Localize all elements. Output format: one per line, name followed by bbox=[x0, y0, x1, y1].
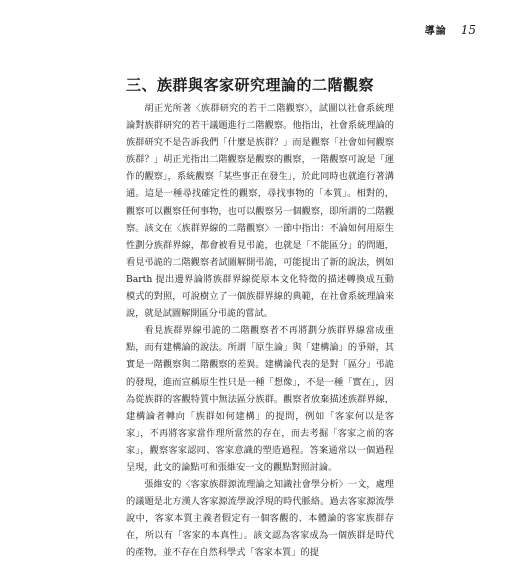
running-head bbox=[425, 22, 476, 37]
paragraph: 張維安的〈客家族群源流理論之知識社會學分析〉一文，處理的議題是北方漢人客家源流學說浮現的時代脈絡。過去客家源流學說中，客家本質主義者假定有一個客觀的、本體論的客家族群存在，所以有「客家的本真性」。該文認為客家成為一個族群是時代的產物，並不存在自然科學式「客家本質」的提 bbox=[126, 479, 394, 559]
running-head-title: 導論 bbox=[424, 26, 447, 37]
section-heading: 三、族群與客家研究理論的二階觀察 bbox=[126, 76, 375, 94]
page-number: 15 bbox=[460, 23, 476, 37]
paragraph: 看見族群界線弔詭的二階觀察者不再將劃分族群界線當成重點，而有建構論的說法。所謂「原生論」與「建構論」的爭辯，其實是一階觀察與二階觀察的差異。建構論代表的是對「區分」弔詭的發現，進而宣稱原生性只是一種「想像」，不是一種「實在」，因為從族群的客觀特質中無法區分族群。觀察者放棄描述族群界線，建構論者轉向「族群如何建構」的提問，例如「客家何以是客家」，不再將客家當作理所當然的存在，而去考掘「客家之前的客家」，觀察客家認同、客家意識的塑造過程。答案通常以一個過程呈現，此文的論點可和張維安一文的觀點對照討論。 bbox=[126, 325, 394, 473]
paragraph: 胡正光所著〈族群研究的若干二階觀察〉，試圖以社會系統理論對族群研究的若干議題進行二階觀察。他指出，社會系統理論的族群研究不是告訴我們「什麼是族群？」而是觀察「社會如何觀察族群？」胡正光指出二階觀察是觀察的觀察，一階觀察可說是「運作的觀察」，系統觀察「某些事正在發生」，於此同時也就進行著溝通。這是一種尋找確定性的觀察，尋找事物的「本質」。相對的，觀察可以觀察任何事物，也可以觀察另一個觀察，即所謂的二階觀察。該文在〈族群界線的二階觀察〉一節中指出：不論如何用原生性劃分族群界線，都會被看見弔詭，也就是「不能區分」的問題，看見弔詭的二階觀察者試圖解開弔詭，可能提出了新的說法，例如 Barth 提出邊界論將族群界線從原本文化特徵的描述轉換成互動模式的對照，可說樹立了一個族群界線的典範，在社會系統理論來說，就是試圖解開區分弔詭的嘗試。 bbox=[126, 103, 394, 320]
body-text bbox=[126, 100, 394, 562]
